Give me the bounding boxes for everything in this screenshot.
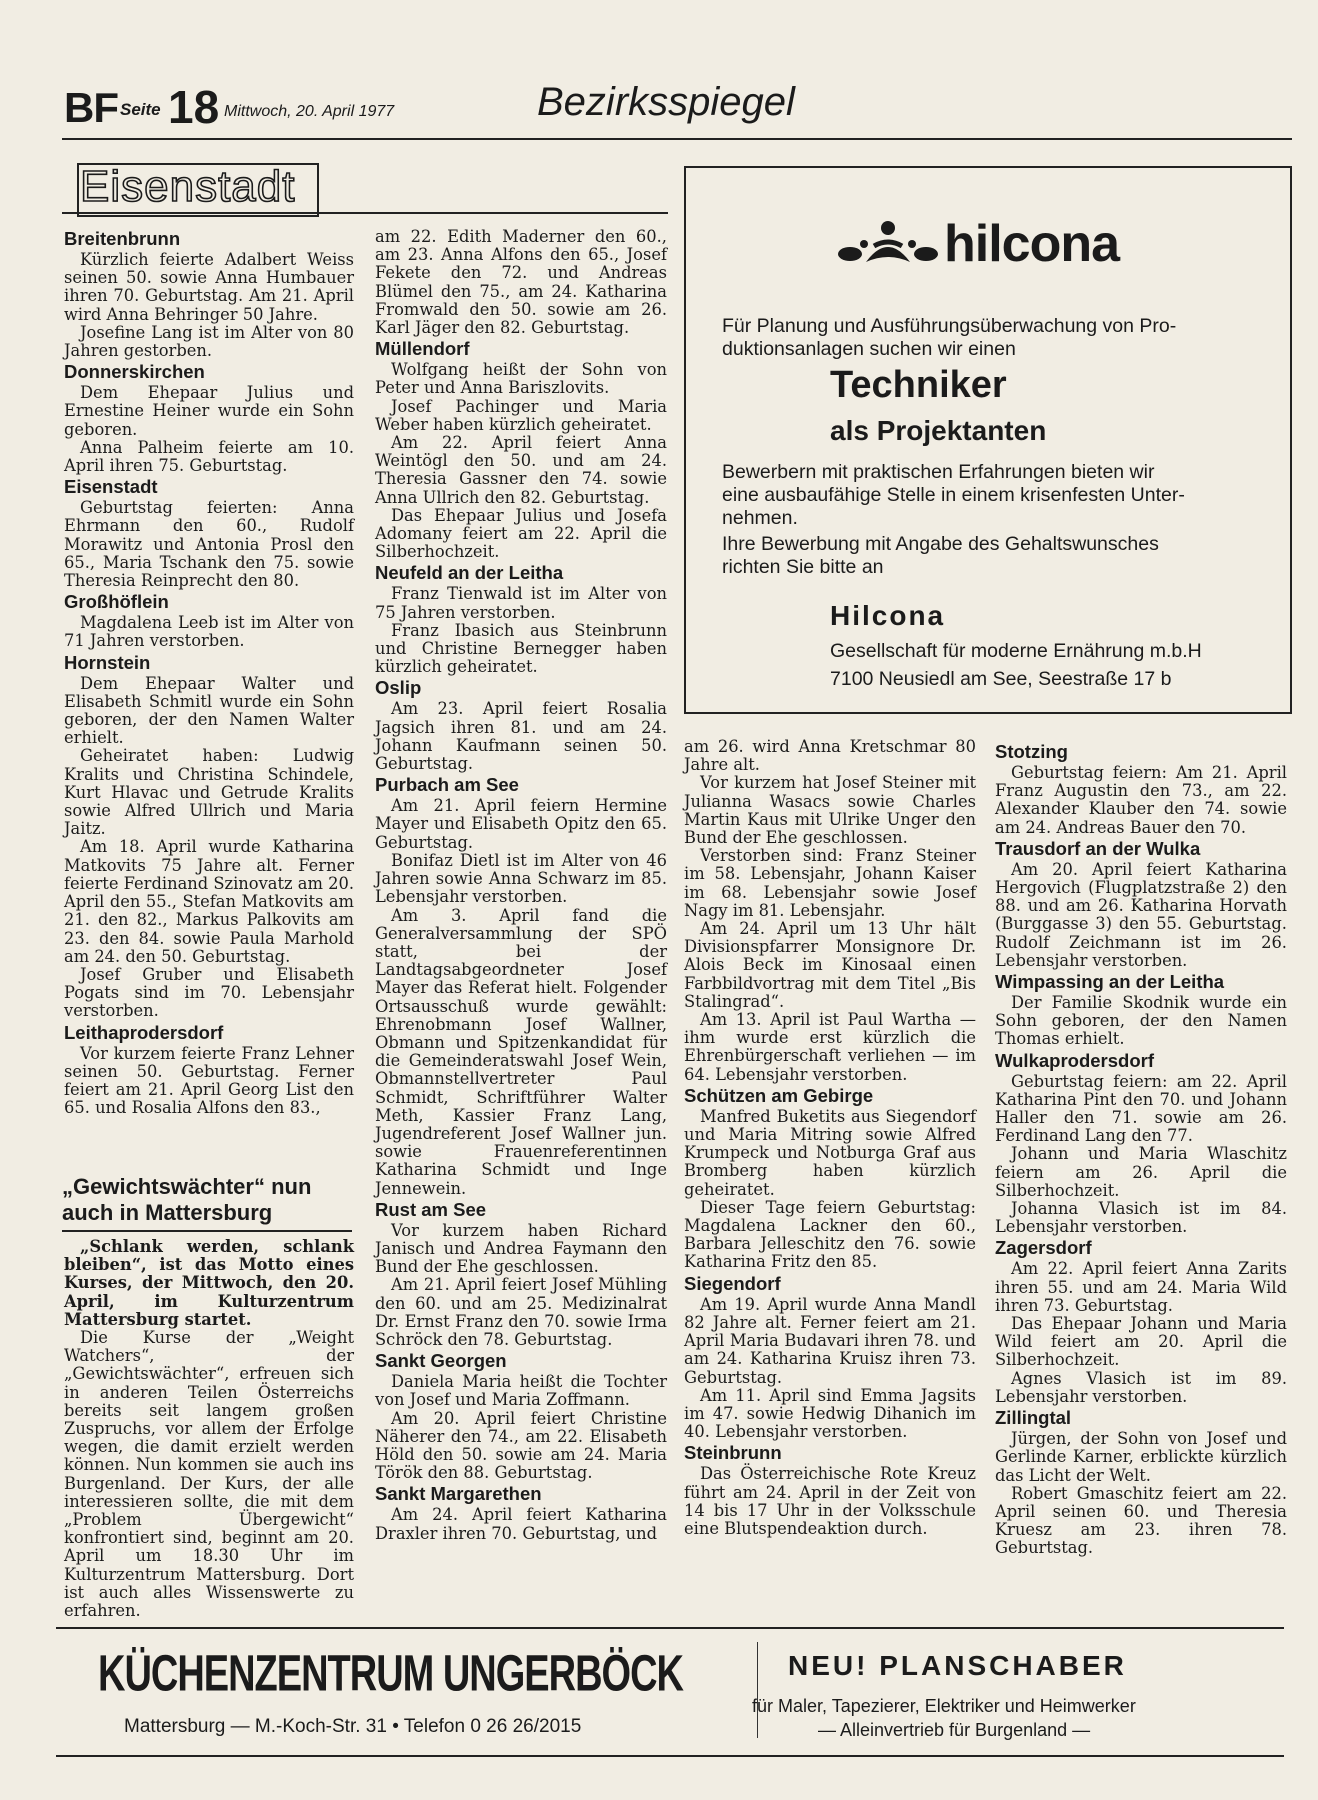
paragraph: Am 21. April feiern Hermine Mayer und Elisabeth Opitz den 65. Geburtstag. bbox=[375, 796, 667, 852]
paragraph: Franz Tienwald ist im Alter von 75 Jahren verstorben. bbox=[375, 584, 667, 622]
paragraph: Am 19. April wurde Anna Mandl 82 Jahre alt. Ferner feiert am 21. April Maria Budavari ihren 78. und am 24. Katharina Kruisz ihren 73. Geburtstag. bbox=[684, 1294, 976, 1387]
paragraph: Daniela Maria heißt die Tochter von Josef und Maria Zoffmann. bbox=[375, 1372, 667, 1410]
masthead-logo: BF bbox=[64, 84, 118, 131]
paragraph: Am 13. April ist Paul Wartha — ihm wurde erst kürzlich die Ehrenbürgerschaft verliehen — im 64. Lebensjahr verstorben. bbox=[684, 1010, 976, 1084]
paragraph: Josefine Lang ist im Alter von 80 Jahren gestorben. bbox=[64, 322, 354, 361]
heading-rust: Rust am See bbox=[375, 1198, 487, 1220]
paragraph: Am 20. April feiert Christine Näherer den 74., am 22. Elisabeth Höld den 50. sowie am 24. Maria Török den 88. Geburtstag. bbox=[375, 1408, 667, 1483]
heading-zagersdorf: Zagersdorf bbox=[995, 1237, 1092, 1259]
paragraph: am 22. Edith Maderner den 60., am 23. Anna Alfons den 65., Josef Fekete den 72. und Andreas Blümel den 75., am 24. Katharina Fromwald den 50. sowie am 26. Karl Jäger den 82. Geburtstag. bbox=[375, 227, 667, 338]
ad-line: Bewerbern mit praktischen Erfahrungen bieten wir bbox=[722, 461, 1155, 483]
paragraph: Am 24. April um 13 Uhr hält Divisionspfarrer Monsignore Dr. Alois Beck im Kinosaal einen Farbbildvortrag mit dem Titel „Bis Stalingrad“. bbox=[684, 919, 976, 1011]
paragraph: Am 3. April fand die Generalversammlung der SPÖ statt, bei der Landtagsabgeordneter Josef Mayer das Referat hielt. Folgender Ortsausschuß wurde gewählt: Ehrenobmann Josef Wallner, Obmann und Spitzenkandidat für die Gemeinderatswahl Josef Wein, Obmannstellvertreter Paul Schmidt, Schriftführer Walter Meth, Kassier Franz Lang, Jugendreferent Josef Wallner jun. sowie Frauenreferentinnen Katharina Schmidt und Inge Jennewein. bbox=[375, 905, 667, 1198]
feature-body: Die Kurse der „Weight Watchers“, der „Gewichtswächter“, erfreuen sich in anderen Teilen Österreichs bereits seit langem großen Zuspruchs, vor allem der Erfolge wegen, die damit erzielt werden können. Nun kommen sie auch ins Burgenland. Der Kurs, der alle interessieren sollte, die mit dem „Problem Übergewicht“ konfrontiert sind, beginnt am 20. April um 18.30 Uhr im Kulturzentrum Mattersburg. Dort ist auch alles Wissenswerte zu erfahren. bbox=[64, 1328, 354, 1621]
paragraph: Am 24. April feiert Katharina Draxler ihren 70. Geburtstag, und bbox=[375, 1505, 667, 1543]
paragraph: Kürzlich feierte Adalbert Weiss seinen 50. sowie Anna Humbauer ihren 70. Geburtstag. Am 21. April wird Anna Behringer 50 Jahre. bbox=[64, 250, 354, 324]
feature-article bbox=[64, 1238, 354, 1620]
paragraph: Bonifaz Dietl ist im Alter von 46 Jahren sowie Anna Schwarz im 85. Lebensjahr verstorben. bbox=[375, 850, 667, 907]
paragraph: Vor kurzem hat Josef Steiner mit Julianna Wasacs sowie Charles Martin Kaus mit Ulrike Unger den Bund der Ehe geschlossen. bbox=[684, 773, 976, 848]
paragraph: Agnes Vlasich ist im 89. Lebensjahr verstorben. bbox=[995, 1368, 1287, 1406]
ad-company-full: Gesellschaft für moderne Ernährung m.b.H bbox=[830, 640, 1202, 662]
planschaber-title: NEU! PLANSCHABER bbox=[788, 1650, 1127, 1681]
paragraph: Am 18. April wurde Katharina Matkovits 75 Jahre alt. Ferner feierte Ferdinand Szinovatz am 20. April den 55., Stefan Matkovits am 21. den 82., Markus Palkovits am 23. den 84. sowie Paula Marhold am 24. den 50. Geburtstag. bbox=[64, 837, 355, 966]
hilcona-logo bbox=[836, 215, 1156, 278]
hilcona-emblem-icon bbox=[836, 218, 940, 274]
ad-address: 7100 Neusiedl am See, Seestraße 17 b bbox=[830, 668, 1172, 690]
paragraph: Dem Ehepaar Walter und Elisabeth Schmitl wurde ein Sohn geboren, der den Namen Walter erhielt. bbox=[64, 673, 354, 748]
heading-purbach: Purbach am See bbox=[375, 774, 519, 796]
heading-schuetzen: Schützen am Gebirge bbox=[684, 1084, 874, 1106]
heading-sankt-georgen: Sankt Georgen bbox=[375, 1350, 507, 1372]
paragraph: Das Österreichische Rote Kreuz führt am 24. April in der Zeit von 14 bis 17 Uhr in der Volksschule eine Blutspendeaktion durch. bbox=[684, 1464, 976, 1538]
ad-line: duktionsanlagen suchen wir einen bbox=[722, 338, 1016, 360]
feature-headline: „Gewichtswächter“ nun auch in Mattersburg bbox=[62, 1174, 312, 1225]
paragraph: Der Familie Skodnik wurde ein Sohn geboren, der den Namen Thomas erhielt. bbox=[995, 993, 1287, 1049]
paragraph: Am 22. April feiert Anna Zarits ihren 55. und am 24. Maria Wild ihren 73. Geburtstag. bbox=[995, 1259, 1287, 1315]
ad-line: eine ausbaufähige Stelle in einem krisenfesten Unter- bbox=[722, 484, 1185, 506]
paragraph: Am 22. April feiert Anna Weintögl den 50. und am 24. Theresia Gassner den 74. sowie Anna Ullrich den 82. Geburtstag. bbox=[375, 433, 667, 507]
heading-leithaprodersdorf: Leithaprodersdorf bbox=[64, 1021, 224, 1043]
ad-line: Für Planung und Ausführungsüberwachung von Pro- bbox=[722, 315, 1177, 337]
heading-zillingtal: Zillingtal bbox=[995, 1407, 1072, 1429]
heading-neufeld: Neufeld an der Leitha bbox=[375, 562, 564, 584]
paragraph: Wolfgang heißt der Sohn von Peter und Anna Bariszlovits. bbox=[375, 360, 667, 398]
region-title: Eisenstadt bbox=[80, 162, 296, 211]
paragraph: Geheiratet haben: Ludwig Kralits und Christina Schindele, Kurt Hlavac und Getrude Kralits sowie Alfred Ullrich und Maria Jaitz. bbox=[64, 746, 354, 839]
heading-wimpassing: Wimpassing an der Leitha bbox=[995, 971, 1225, 993]
hilcona-ad bbox=[684, 166, 1292, 714]
heading-steinbrunn: Steinbrunn bbox=[684, 1442, 782, 1464]
page-label: Seite bbox=[120, 100, 161, 119]
region-rule bbox=[62, 212, 668, 214]
paragraph: Dem Ehepaar Julius und Ernestine Heiner wurde ein Sohn geboren. bbox=[64, 383, 354, 439]
paragraph: Johanna Vlasich ist im 84. Lebensjahr verstorben. bbox=[995, 1199, 1287, 1237]
ad-line: richten Sie bitte an bbox=[722, 556, 884, 578]
paragraph: Das Ehepaar Julius und Josefa Adomany feiert am 22. April die Silberhochzeit. bbox=[375, 505, 667, 562]
paragraph: Am 11. April sind Emma Jagsits im 47. sowie Hedwig Dihanich im 40. Lebensjahr verstorben. bbox=[684, 1385, 976, 1442]
heading-eisenstadt: Eisenstadt bbox=[64, 476, 158, 498]
feature-lead: „Schlank werden, schlank bleiben“, ist das Motto eines Kurses, der Mittwoch, den 20. April, im Kulturzentrum Mattersburg startet. bbox=[64, 1237, 354, 1329]
heading-hornstein: Hornstein bbox=[64, 651, 151, 673]
paragraph: Am 20. April feiert Katharina Hergovich (Flugplatzstraße 2) den 88. und am 26. Katharina Horvath (Burggasse 3) den 55. Geburtstag. Rudolf Zeichmann ist im 26. Lebensjahr verstorben. bbox=[995, 859, 1287, 970]
paragraph: Vor kurzem haben Richard Janisch und Andrea Faymann den Bund der Ehe geschlossen. bbox=[375, 1220, 667, 1277]
section-title: Bezirksspiegel bbox=[537, 80, 795, 124]
planschaber-line2: — Alleinvertrieb für Burgenland — bbox=[818, 1720, 1091, 1740]
ad-job-title: Techniker bbox=[830, 364, 1007, 406]
paragraph: Jürgen, der Sohn von Josef und Gerlinde Karner, erblickte kürzlich das Licht der Welt. bbox=[995, 1429, 1287, 1485]
paragraph: Josef Pachinger und Maria Weber haben kürzlich geheiratet. bbox=[375, 396, 667, 434]
paragraph: Josef Gruber und Elisabeth Pogats sind im 70. Lebensjahr verstorben. bbox=[64, 964, 354, 1021]
column-4 bbox=[995, 740, 1287, 1558]
paragraph: Geburtstag feiern: am 22. April Katharina Pint den 70. und Johann Haller den 71. sowie am 26. Ferdinand Lang den 77. bbox=[995, 1071, 1287, 1146]
paragraph: Geburtstag feierten: Anna Ehrmann den 60., Rudolf Morawitz und Antonia Prosl den 65., Maria Tschank den 75. sowie Theresia Reinprecht den 80. bbox=[64, 498, 354, 591]
paragraph: Am 23. April feiert Rosalia Jagsich ihren 81. und am 24. Johann Kaufmann seinen 50. Geburtstag. bbox=[375, 699, 667, 774]
paragraph: Geburtstag feiern: Am 21. April Franz Augustin den 73., am 22. Alexander Klauber den 74. sowie am 24. Andreas Bauer den 70. bbox=[995, 763, 1287, 837]
paragraph: Das Ehepaar Johann und Maria Wild feiert am 20. April die Silberhochzeit. bbox=[995, 1314, 1287, 1370]
paragraph: Franz Ibasich aus Steinbrunn und Christine Bernegger haben kürzlich geheiratet. bbox=[375, 620, 667, 677]
ad-job-subtitle: als Projektanten bbox=[830, 415, 1047, 446]
column-3 bbox=[684, 738, 976, 1538]
paragraph: Robert Gmaschitz feiert am 22. April seinen 60. und Theresia Kruesz am 23. ihren 78. Geburtstag. bbox=[995, 1483, 1287, 1558]
heading-stotzing: Stotzing bbox=[995, 741, 1068, 762]
paragraph: Dieser Tage feiern Geburtstag: Magdalena Lackner den 60., Barbara Jelleschitz den 76. sowie Katharina Fritz den 85. bbox=[684, 1197, 976, 1272]
heading-sankt-margarethen: Sankt Margarethen bbox=[375, 1483, 542, 1505]
page-number: 18 bbox=[168, 81, 220, 133]
paragraph: Am 21. April feiert Josef Mühling den 60. und am 25. Medizinalrat Dr. Ernst Franz den 70. sowie Irma Schröck den 78. Geburtstag. bbox=[375, 1275, 667, 1349]
heading-wulkaprodersdorf: Wulkaprodersdorf bbox=[995, 1049, 1154, 1071]
hilcona-logo-text: hilcona bbox=[944, 215, 1120, 273]
ad-line: nehmen. bbox=[722, 507, 798, 529]
column-2 bbox=[375, 228, 667, 1543]
heading-siegendorf: Siegendorf bbox=[684, 1272, 781, 1294]
paragraph: am 26. wird Anna Kretschmar 80 Jahre alt. bbox=[684, 737, 976, 775]
ad-line: Ihre Bewerbung mit Angabe des Gehaltswunsches bbox=[722, 533, 1159, 555]
paragraph: Manfred Buketits aus Siegendorf und Maria Mitring sowie Alfred Krumpeck und Notburga Graf aus Bromberg haben kürzlich geheiratet. bbox=[684, 1106, 976, 1199]
paragraph: Vor kurzem feierte Franz Lehner seinen 50. Geburtstag. Ferner feiert am 21. April Georg List den 65. und Rosalia Alfons den 83., bbox=[64, 1043, 354, 1118]
heading-donnerskirchen: Donnerskirchen bbox=[64, 361, 205, 383]
paragraph: Magdalena Leeb ist im Alter von 71 Jahren verstorben. bbox=[64, 613, 354, 651]
heading-breitenbrunn: Breitenbrunn bbox=[64, 228, 181, 249]
issue-date: Mittwoch, 20. April 1977 bbox=[224, 103, 395, 120]
heading-muellendorf: Müllendorf bbox=[375, 338, 470, 360]
ad-company: Hilcona bbox=[830, 600, 946, 631]
bottom-ad-divider bbox=[757, 1642, 758, 1738]
heading-oslip: Oslip bbox=[375, 677, 422, 699]
kuechenzentrum-address: Mattersburg — M.-Koch-Str. 31 • Telefon 0 26 26/2015 bbox=[124, 1716, 582, 1737]
kuechenzentrum-title: KÜCHENZENTRUM UNGERBÖCK bbox=[98, 1646, 683, 1703]
heading-trausdorf: Trausdorf an der Wulka bbox=[995, 837, 1201, 859]
column-1 bbox=[64, 227, 354, 1117]
heading-grosshoeflein: Großhöflein bbox=[64, 591, 169, 613]
paragraph: Verstorben sind: Franz Steiner im 58. Lebensjahr, Johann Kaiser im 68. Lebensjahr sowie Josef Nagy im 81. Lebensjahr. bbox=[684, 846, 976, 920]
paragraph: Anna Palheim feierte am 10. April ihren 75. Geburtstag. bbox=[64, 437, 354, 476]
planschaber-line1: für Maler, Tapezierer, Elektriker und Heimwerker bbox=[752, 1696, 1136, 1716]
paragraph: Johann und Maria Wlaschitz feiern am 26. April die Silberhochzeit. bbox=[995, 1144, 1287, 1200]
feature-rule bbox=[62, 1230, 352, 1232]
header-rule bbox=[62, 138, 1292, 140]
